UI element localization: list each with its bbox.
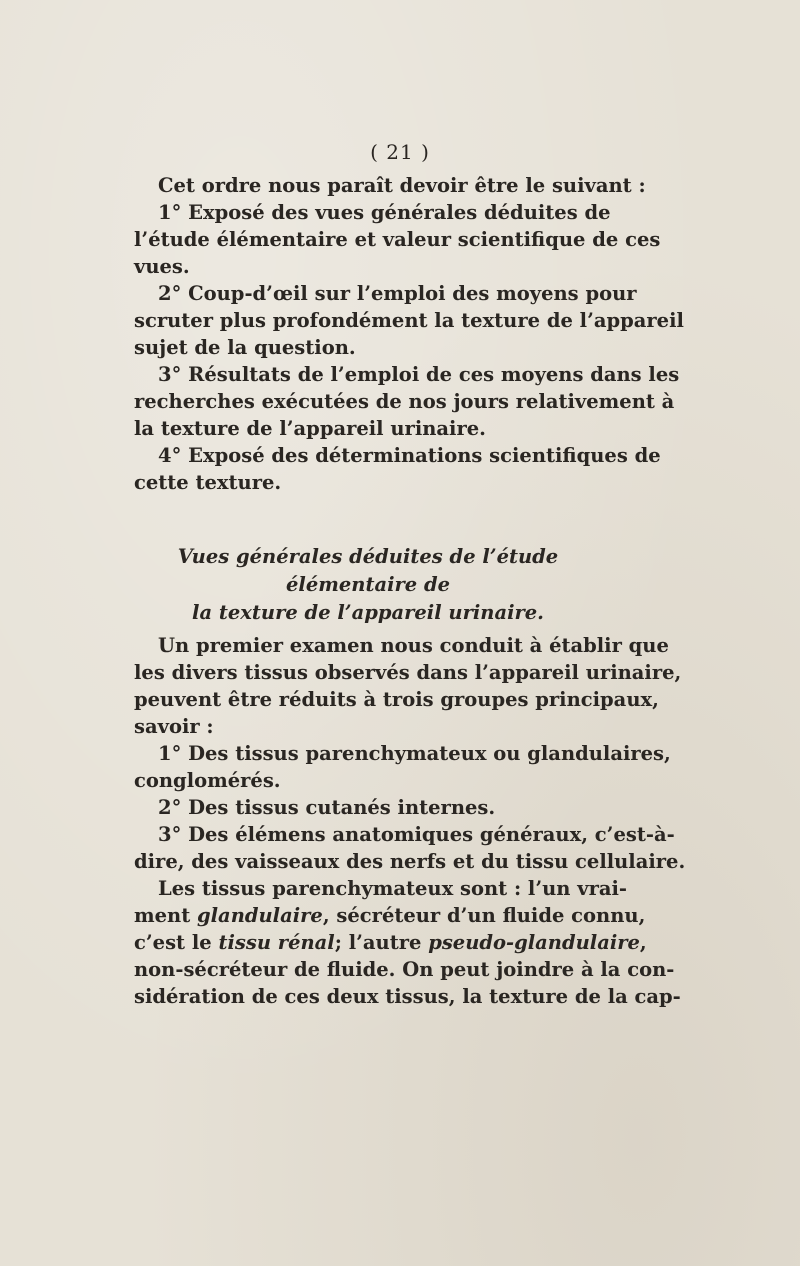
text-line: conglomérés. [134, 769, 281, 792]
text-line: la texture de l’appareil urinaire. [134, 417, 486, 440]
text-line: recherches exécutées de nos jours relativement à [134, 390, 675, 413]
emphasis-pseudo-glandulaire: pseudo-glandulaire [428, 931, 640, 954]
emphasis-glandulaire: glandulaire [197, 904, 323, 927]
page-number: ( 21 ) [370, 140, 430, 164]
text-line: 1° Exposé des vues générales déduites de [158, 201, 611, 224]
heading-line-2: la texture de l’appareil urinaire. [192, 601, 544, 624]
text-line: cette texture. [134, 471, 282, 494]
emphasis-tissu-renal: tissu rénal [218, 931, 335, 954]
text-run: ment [134, 904, 198, 927]
text-line: 3° Des élémens anatomiques généraux, c’est-à- [158, 823, 675, 846]
paragraph-plan [134, 172, 684, 496]
text-run: ; l’autre [334, 931, 429, 954]
text-line: peuvent être réduits à trois groupes principaux, [134, 688, 659, 711]
text-line: 1° Des tissus parenchymateux ou glandulaires, [158, 742, 671, 765]
text-run: c’est le [134, 931, 219, 954]
text-line: sidération de ces deux tissus, la texture de la cap- [134, 985, 681, 1008]
text-line: vues. [134, 255, 190, 278]
text-line: 2° Coup-d’œil sur l’emploi des moyens pour [158, 282, 637, 305]
text-line: sujet de la question. [134, 336, 356, 359]
text-line: savoir : [134, 715, 214, 738]
section-heading [134, 543, 602, 627]
heading-line-1: Vues générales déduites de l’étude élémentaire de [177, 545, 559, 596]
text-line [134, 902, 646, 929]
text-line: l’étude élémentaire et valeur scientifique de ces [134, 228, 661, 251]
text-line: Les tissus parenchymateux sont : l’un vrai- [158, 877, 628, 900]
text-run: , [639, 931, 647, 954]
text-line [134, 929, 647, 956]
text-run: , sécréteur d’un fluide connu, [322, 904, 646, 927]
text-line: dire, des vaisseaux des nerfs et du tissu cellulaire. [134, 850, 686, 873]
text-line: 3° Résultats de l’emploi de ces moyens dans les [158, 363, 680, 386]
text-line: Cet ordre nous paraît devoir être le suivant : [158, 174, 646, 197]
text-line: non-sécréteur de fluide. On peut joindre à la con- [134, 958, 675, 981]
text-line: les divers tissus observés dans l’appareil urinaire, [134, 661, 682, 684]
text-line: scruter plus profondément la texture de l’appareil [134, 309, 684, 332]
text-line: 2° Des tissus cutanés internes. [158, 796, 496, 819]
paragraph-tissues [134, 632, 686, 1010]
text-line: 4° Exposé des déterminations scientifiques de [158, 444, 661, 467]
text-line: Un premier examen nous conduit à établir que [158, 634, 669, 657]
